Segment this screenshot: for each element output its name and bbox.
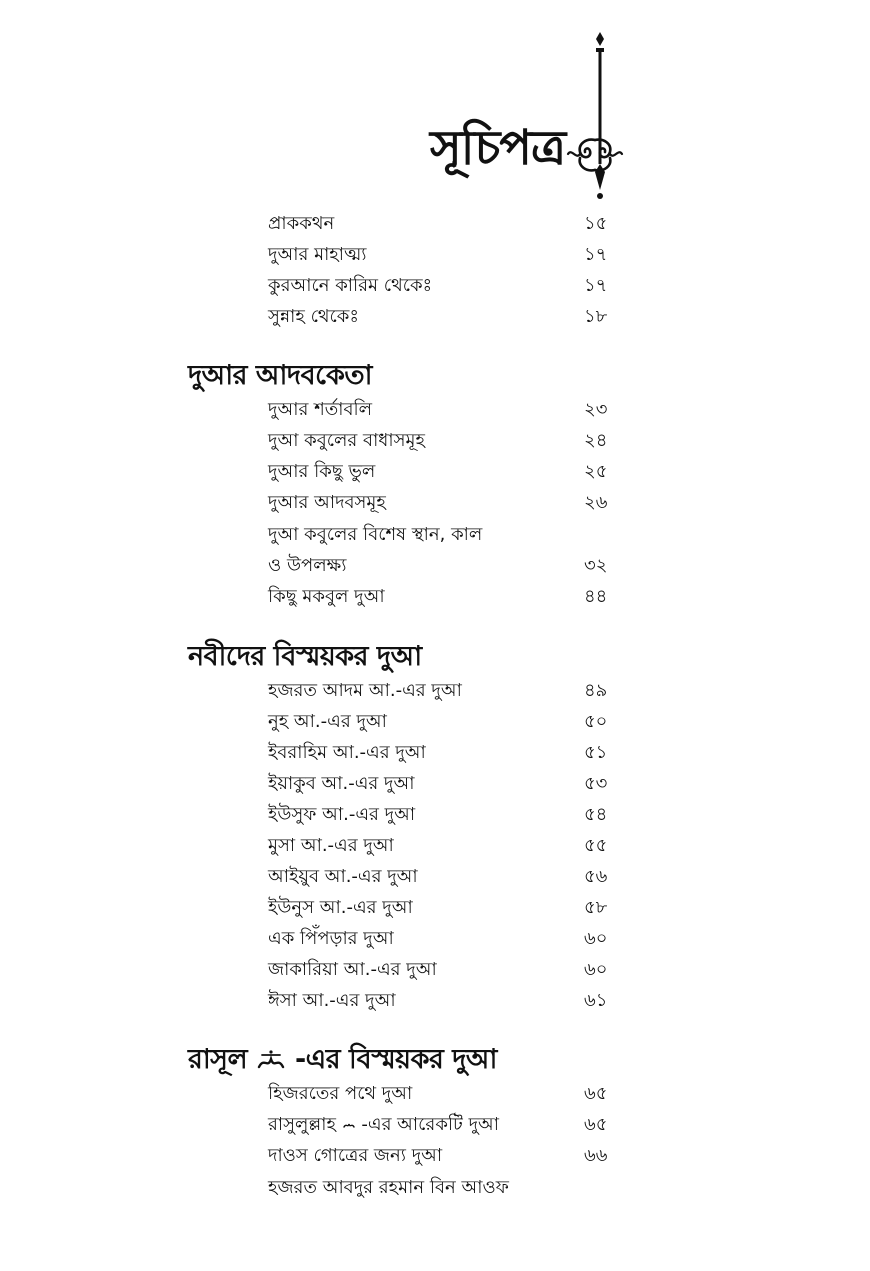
toc-entry-label: ইবরাহিম আ.-এর দুআ <box>268 742 426 763</box>
toc-entry-label <box>268 1110 499 1140</box>
toc-entry-label-part: রাসুলুল্লাহ <box>268 1114 336 1135</box>
toc-entry[interactable] <box>268 1079 628 1109</box>
toc-entry-label: হিজরতের পথে দুআ <box>268 1083 413 1104</box>
toc-entry-page: ১৮ <box>584 306 608 327</box>
toc-entry-label: দুআর কিছু ভুল <box>268 461 376 482</box>
toc-entry[interactable] <box>268 676 628 706</box>
toc-entry-page: ৬৫ <box>584 1114 608 1135</box>
toc-entry[interactable] <box>268 520 628 550</box>
toc-entry-page: ৫৬ <box>584 866 608 887</box>
toc-entry-label: এক পিঁপড়ার দুআ <box>268 928 394 949</box>
toc-entry-page: ৬৬ <box>584 1145 608 1166</box>
toc-entry[interactable] <box>268 209 628 239</box>
toc-entry-page: ২৫ <box>584 461 608 482</box>
toc-entry-page: ৬০ <box>584 959 608 980</box>
toc-entry-label: হজরত আবদুর রহমান বিন আওফ <box>268 1177 509 1198</box>
section-heading: দুআর আদবকেতা <box>188 360 372 391</box>
toc-entry-page: ৫৮ <box>584 897 608 918</box>
toc-entry-page: ৫৫ <box>584 835 608 856</box>
toc-entry-label: দুআর আদবসমূহ <box>268 492 386 513</box>
toc-entry-label: ও উপলক্ষ্য <box>268 555 347 576</box>
toc-entry[interactable] <box>268 707 628 737</box>
toc-entry-page: ১৭ <box>584 244 608 265</box>
toc-entry[interactable] <box>268 551 628 581</box>
toc-entry[interactable] <box>268 426 628 456</box>
toc-entry[interactable] <box>268 769 628 799</box>
toc-entry-page: ১৭ <box>584 275 608 296</box>
toc-entry[interactable] <box>268 457 628 487</box>
toc-entry-label: নুহ আ.-এর দুআ <box>268 711 387 732</box>
toc-entry-label: কুরআনে কারিম থেকেঃ <box>268 275 433 296</box>
page-title: সূচিপত্র <box>430 120 566 176</box>
toc-entry-label: ইউনুস আ.-এর দুআ <box>268 897 413 918</box>
toc-entry-label: কিছু মকবুল দুআ <box>268 586 385 607</box>
toc-entry-page: ৬৫ <box>584 1083 608 1104</box>
pbuh-small-icon <box>342 1120 356 1130</box>
toc-entry[interactable] <box>268 955 628 985</box>
toc-entry[interactable] <box>268 831 628 861</box>
toc-entry-label: ঈসা আ.-এর দুআ <box>268 990 396 1011</box>
toc-entry-label: প্রাককথন <box>268 213 335 234</box>
flourish-ornament-icon <box>564 134 626 176</box>
toc-entry-label: মুসা আ.-এর দুআ <box>268 835 394 856</box>
toc-entry-label: সুন্নাহ থেকেঃ <box>268 306 359 327</box>
toc-entry-label: জাকারিয়া আ.-এর দুআ <box>268 959 437 980</box>
toc-entry-label: দুআর মাহাত্ম্য <box>268 244 367 265</box>
toc-entry-page: ৪৪ <box>584 586 608 607</box>
toc-entry-page: ৫৩ <box>584 773 608 794</box>
toc-entry-page: ৩২ <box>584 555 608 576</box>
toc-entry-page: ৫১ <box>584 742 608 763</box>
toc-entry[interactable] <box>268 1141 628 1171</box>
section-heading-part: -এর বিস্ময়কর দুআ <box>294 1044 497 1075</box>
toc-entry-page: ৪৯ <box>584 680 608 701</box>
toc-entry[interactable] <box>268 738 628 768</box>
toc-entry-page: ৫৪ <box>584 804 608 825</box>
toc-entry-label: দুআ কবুলের বিশেষ স্থান, কাল <box>268 524 483 545</box>
toc-entry-page: ২৪ <box>584 430 608 451</box>
toc-entry-page: ২৬ <box>584 492 608 513</box>
toc-entry-label-part: -এর আরেকটি দুআ <box>361 1114 500 1135</box>
toc-entry-page: ১৫ <box>584 213 608 234</box>
toc-entry-page: ৬১ <box>584 990 608 1011</box>
section-heading: নবীদের বিস্ময়কর দুআ <box>188 641 422 672</box>
toc-entry-label: দুআ কবুলের বাধাসমূহ <box>268 430 425 451</box>
toc-entry-label: ইউসুফ আ.-এর দুআ <box>268 804 416 825</box>
pbuh-calligraphy-icon <box>256 1049 286 1073</box>
toc-entry-page: ২৩ <box>584 399 608 420</box>
toc-entry[interactable] <box>268 1173 628 1203</box>
toc-entry[interactable] <box>268 271 628 301</box>
toc-entry-label: ইয়াকুব আ.-এর দুআ <box>268 773 415 794</box>
toc-entry[interactable] <box>268 240 628 270</box>
toc-entry[interactable] <box>268 986 628 1016</box>
toc-entry[interactable] <box>268 488 628 518</box>
toc-entry[interactable] <box>268 800 628 830</box>
toc-entry[interactable] <box>268 862 628 892</box>
toc-entry-page: ৬০ <box>584 928 608 949</box>
divider-ornament <box>585 30 615 202</box>
toc-entry[interactable] <box>268 395 628 425</box>
toc-entry-label: দাওস গোত্রের জন্য দুআ <box>268 1145 443 1166</box>
section-heading-part: রাসূল <box>188 1044 248 1075</box>
toc-entry-label: দুআর শর্তাবলি <box>268 399 373 420</box>
toc-entry[interactable] <box>268 1110 628 1140</box>
section-heading <box>188 1040 497 1080</box>
toc-entry[interactable] <box>268 302 628 332</box>
toc-entry-page: ৫০ <box>584 711 608 732</box>
toc-entry[interactable] <box>268 924 628 954</box>
toc-entry[interactable] <box>268 893 628 923</box>
toc-entry-label: আইয়ুব আ.-এর দুআ <box>268 866 418 887</box>
toc-entry[interactable] <box>268 582 628 612</box>
toc-entry-label: হজরত আদম আ.-এর দুআ <box>268 680 462 701</box>
